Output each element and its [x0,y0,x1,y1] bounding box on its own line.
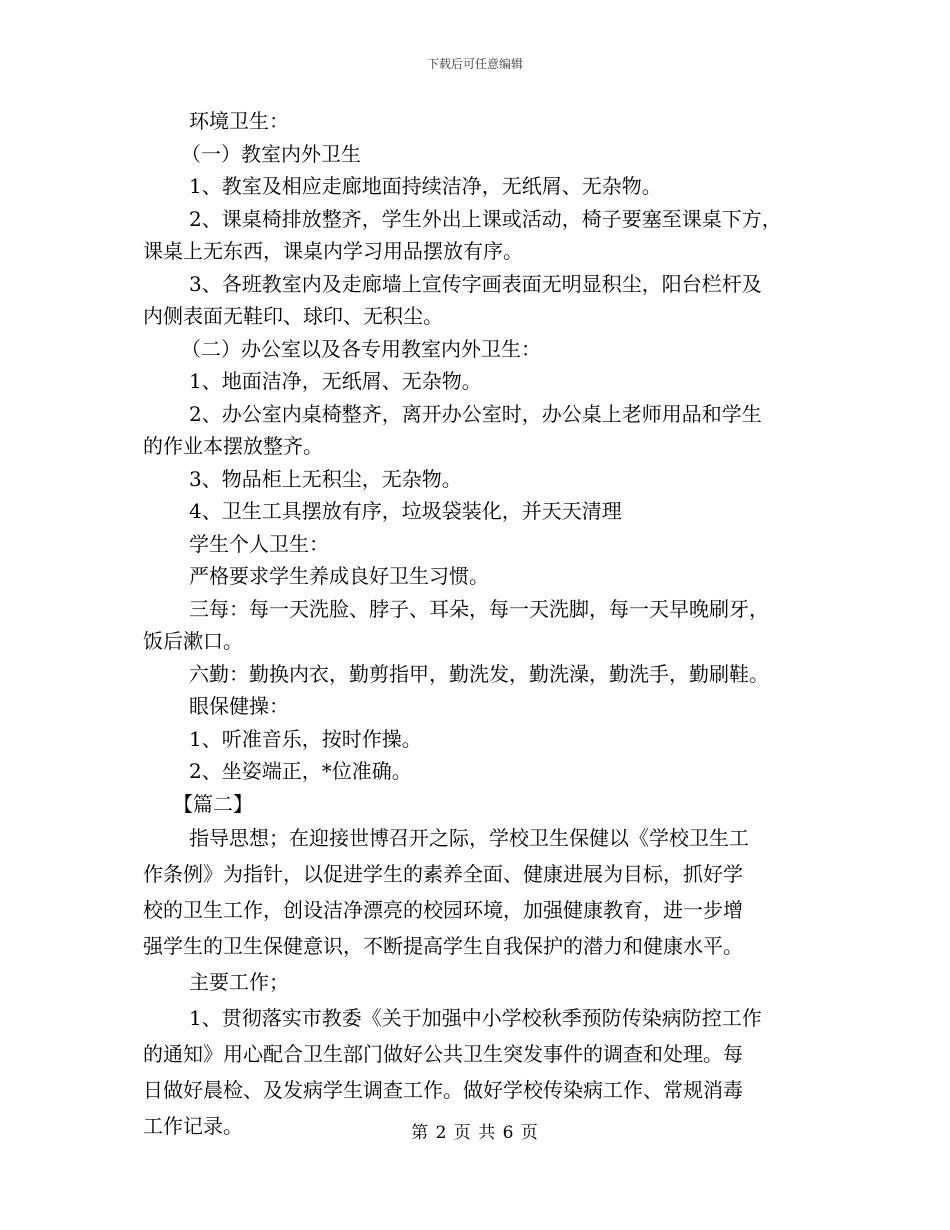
text-line: 的通知》用心配合卫生部门做好公共卫生突发事件的调查和处理。每 [143,1042,743,1066]
text-line: 1、地面洁净，无纸屑、无杂物。 [189,369,482,393]
text-line: 指导思想；在迎接世博召开之际，学校卫生保健以《学校卫生工 [189,826,749,850]
page-number: 第 2 页 共 6 页 [411,1123,539,1143]
text-line: 【篇二】 [173,791,253,816]
text-line: 眼保健操： [189,694,289,718]
text-line: 主要工作； [189,970,289,994]
text-line: 3、各班教室内及走廊墙上宣传字画表面无明显积尘，阳台栏杆及 [189,271,762,296]
text-line: 2、课桌椅排放整齐，学生外出上课或活动，椅子要塞至课桌下方， [189,206,782,231]
text-line: 课桌上无东西，课桌内学习用品摆放有序。 [143,239,523,263]
text-line: 强学生的卫生保健意识，不断提高学生自我保护的潜力和健康水平。 [143,934,743,958]
text-line: 三每：每一天洗脸、脖子、耳朵，每一天洗脚，每一天早晚刷牙， [189,596,769,621]
document-body [143,105,811,1144]
text-line: 严格要求学生养成良好卫生习惯。 [189,564,489,588]
text-line: 日做好晨检、及发病学生调查工作。做好学校传染病工作、常规消毒 [143,1078,743,1102]
text-line: 3、物品柜上无积尘，无杂物。 [189,466,462,491]
text-line: （一）教室内外卫生 [181,141,361,166]
text-line: 2、办公室内桌椅整齐，离开办公室时，办公桌上老师用品和学生 [189,401,762,426]
text-line: 工作记录。 [143,1114,243,1138]
text-line: 2、坐姿端正，*位准确。 [189,759,412,783]
text-line: 1、贯彻落实市教委《关于加强中小学校秋季预防传染病防控工作 [189,1006,762,1030]
text-line: 六勤：勤换内衣，勤剪指甲，勤洗发，勤洗澡，勤洗手，勤刷鞋。 [189,661,769,686]
text-line: 1、教室及相应走廊地面持续洁净，无纸屑、无杂物。 [189,174,662,198]
text-line: 作条例》为指针，以促进学生的素养全面、健康进展为目标，抓好学 [143,862,743,886]
text-line: 环境卫生： [189,109,289,133]
text-line: 内侧表面无鞋印、球印、无积尘。 [143,304,443,328]
text-line: （二）办公室以及各专用教室内外卫生： [181,336,541,361]
text-line: 饭后漱口。 [143,629,243,653]
text-line: 学生个人卫生： [189,531,329,556]
text-line: 1、听准音乐，按时作操。 [189,726,422,751]
text-line: 4、卫生工具摆放有序，垃圾袋装化，并天天清理 [189,499,622,523]
text-line: 校的卫生工作，创设洁净漂亮的校园环境，加强健康教育，进一步增 [143,898,743,922]
header-note: 下载后可任意编辑 [426,57,523,71]
text-line: 的作业本摆放整齐。 [143,434,323,458]
